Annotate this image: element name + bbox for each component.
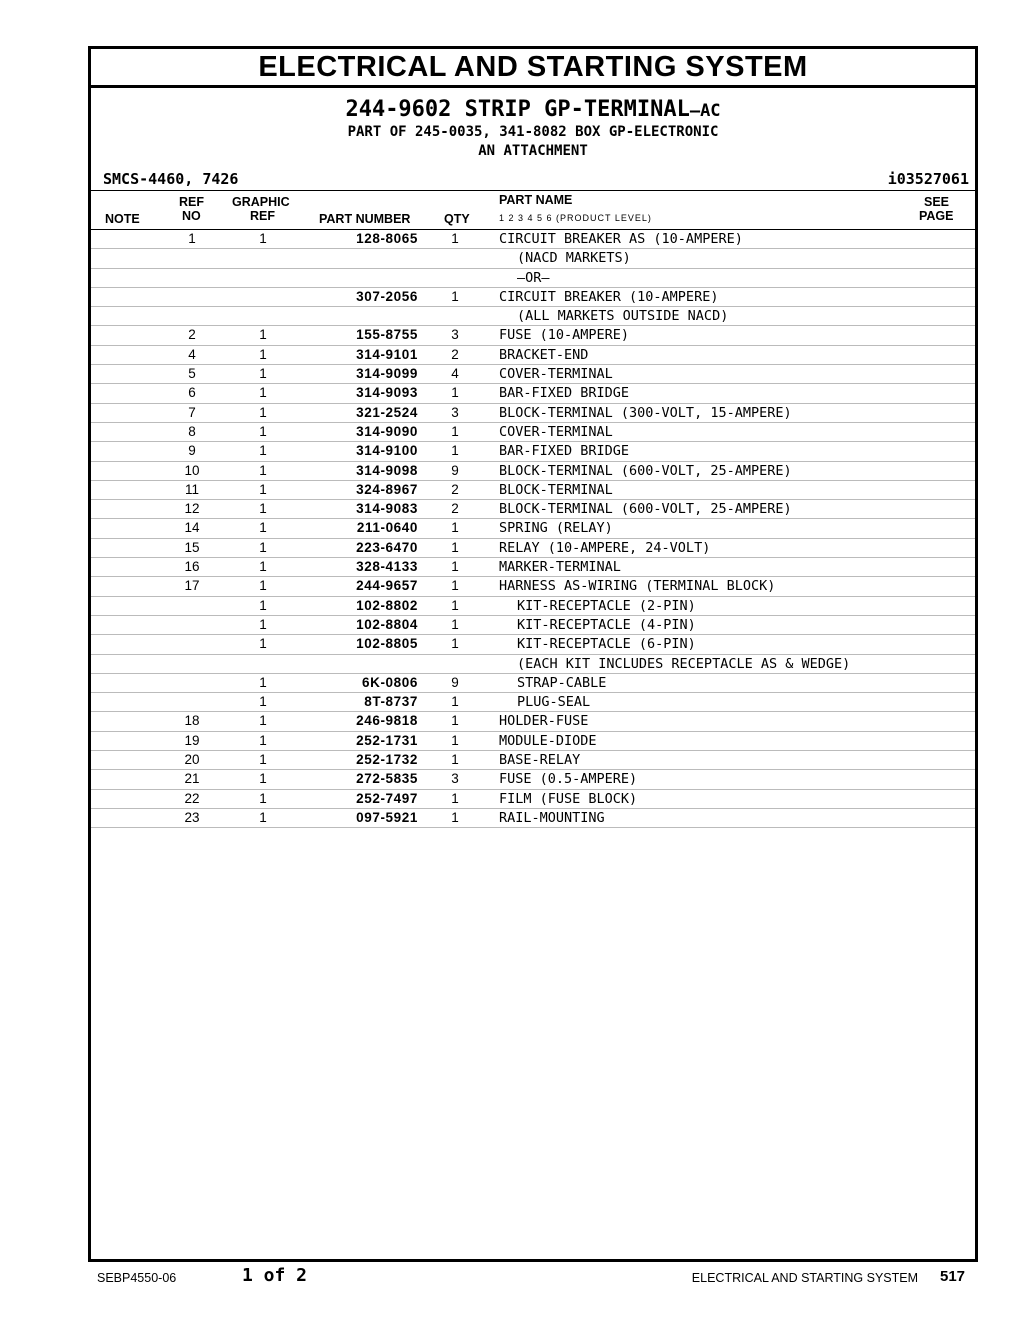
part-number: 102-8802 <box>356 597 418 613</box>
table-row <box>91 423 975 442</box>
ref-no: 16 <box>184 559 200 575</box>
quantity: 9 <box>451 462 459 478</box>
part-number: 6K-0806 <box>362 674 418 690</box>
quantity: 1 <box>451 790 459 806</box>
quantity: 2 <box>451 346 459 362</box>
ref-no: 9 <box>188 443 196 459</box>
part-name: COVER-TERMINAL <box>499 423 613 440</box>
quantity: 1 <box>451 694 459 710</box>
table-row <box>91 693 975 712</box>
quantity: 1 <box>451 385 459 401</box>
illustration-id: i03527061 <box>887 170 969 188</box>
table-row <box>91 809 975 828</box>
part-name: KIT-RECEPTACLE (4-PIN) <box>517 616 696 633</box>
ref-no: 8 <box>188 423 196 439</box>
part-name: KIT-RECEPTACLE (6-PIN) <box>517 636 696 653</box>
part-name: PLUG-SEAL <box>517 694 591 711</box>
part-number: 328-4133 <box>356 559 418 575</box>
table-row <box>91 326 975 345</box>
part-number: 314-9093 <box>356 385 418 401</box>
ref-no: 7 <box>188 404 196 420</box>
col-see-top: SEE <box>924 195 950 209</box>
table-row <box>91 616 975 635</box>
table-row <box>91 577 975 596</box>
part-number: 155-8755 <box>356 327 418 343</box>
part-name: RAIL-MOUNTING <box>499 809 605 826</box>
graphic-ref: 1 <box>259 713 267 729</box>
col-ref-top: REF <box>179 195 204 209</box>
ref-no: 2 <box>188 327 196 343</box>
part-number: 244-9657 <box>356 578 418 594</box>
part-number: 314-9100 <box>356 443 418 459</box>
quantity: 1 <box>451 713 459 729</box>
part-number: 324-8967 <box>356 481 418 497</box>
graphic-ref: 1 <box>259 732 267 748</box>
quantity: 3 <box>451 404 459 420</box>
part-name: HOLDER-FUSE <box>499 713 589 730</box>
graphic-ref: 1 <box>259 481 267 497</box>
quantity: 1 <box>451 732 459 748</box>
quantity: 3 <box>451 327 459 343</box>
part-name: BLOCK-TERMINAL (600-VOLT, 25-AMPERE) <box>499 462 792 479</box>
part-number: 211-0640 <box>356 520 418 536</box>
part-name: (ALL MARKETS OUTSIDE NACD) <box>517 308 729 325</box>
part-name: BRACKET-END <box>499 346 589 363</box>
smcs-code: SMCS-4460, 7426 <box>103 170 239 188</box>
part-number: 102-8805 <box>356 636 418 652</box>
part-name: BLOCK-TERMINAL (600-VOLT, 25-AMPERE) <box>499 501 792 518</box>
col-graphic-bottom: REF <box>250 209 275 223</box>
table-row <box>91 751 975 770</box>
part-name: RELAY (10-AMPERE, 24-VOLT) <box>499 539 711 556</box>
part-name: HARNESS AS-WIRING (TERMINAL BLOCK) <box>499 578 776 595</box>
graphic-ref: 1 <box>259 423 267 439</box>
graphic-ref: 1 <box>259 231 267 246</box>
quantity: 2 <box>451 481 459 497</box>
table-row <box>91 770 975 789</box>
part-number: 307-2056 <box>356 288 418 304</box>
part-name: (EACH KIT INCLUDES RECEPTACLE AS & WEDGE) <box>517 655 851 672</box>
quantity: 4 <box>451 366 459 382</box>
part-number: 246-9818 <box>356 713 418 729</box>
part-name: KIT-RECEPTACLE (2-PIN) <box>517 597 696 614</box>
graphic-ref: 1 <box>259 809 267 825</box>
ref-no: 21 <box>184 771 200 787</box>
graphic-ref: 1 <box>259 674 267 690</box>
part-group-title-suffix: —AC <box>689 101 721 121</box>
table-row <box>91 404 975 423</box>
page-frame <box>88 46 978 1262</box>
quantity: 1 <box>451 423 459 439</box>
part-name: MARKER-TERMINAL <box>499 559 621 576</box>
part-name: FILM (FUSE BLOCK) <box>499 790 638 807</box>
part-number: 252-7497 <box>356 790 418 806</box>
table-row <box>91 442 975 461</box>
graphic-ref: 1 <box>259 752 267 768</box>
quantity: 1 <box>451 636 459 652</box>
part-name: BLOCK-TERMINAL <box>499 481 613 498</box>
table-row <box>91 500 975 519</box>
ref-no: 12 <box>184 501 200 517</box>
table-row <box>91 712 975 731</box>
table-row <box>91 462 975 481</box>
footer-section: ELECTRICAL AND STARTING SYSTEM <box>691 1271 918 1285</box>
part-number: 252-1732 <box>356 752 418 768</box>
part-name: FUSE (10-AMPERE) <box>499 327 630 344</box>
graphic-ref: 1 <box>259 790 267 806</box>
quantity: 1 <box>451 578 459 594</box>
graphic-ref: 1 <box>259 559 267 575</box>
graphic-ref: 1 <box>259 597 267 613</box>
part-number: 314-9090 <box>356 423 418 439</box>
graphic-ref: 1 <box>259 616 267 632</box>
col-product-level: 1 2 3 4 5 6 (PRODUCT LEVEL) <box>499 213 652 223</box>
table-row <box>91 674 975 693</box>
graphic-ref: 1 <box>259 539 267 555</box>
graphic-ref: 1 <box>259 443 267 459</box>
page-footer <box>0 1262 1020 1292</box>
quantity: 3 <box>451 771 459 787</box>
part-number: 097-5921 <box>356 809 418 825</box>
col-part-number: PART NUMBER <box>319 212 411 226</box>
part-group-title-main: 244-9602 STRIP GP-TERMINAL <box>345 97 690 122</box>
ref-no: 23 <box>184 809 200 825</box>
ref-no: 18 <box>184 713 200 729</box>
col-part-name: PART NAME <box>499 193 573 207</box>
part-name: CIRCUIT BREAKER AS (10-AMPERE) <box>499 231 743 247</box>
ref-no: 20 <box>184 752 200 768</box>
quantity: 1 <box>451 616 459 632</box>
quantity: 1 <box>451 597 459 613</box>
part-name: BAR-FIXED BRIDGE <box>499 385 630 402</box>
footer-page-number: 517 <box>940 1268 966 1285</box>
table-row <box>91 539 975 558</box>
graphic-ref: 1 <box>259 578 267 594</box>
part-number: 8T-8737 <box>364 694 418 710</box>
table-row <box>91 790 975 809</box>
table-row <box>91 597 975 616</box>
part-name: (NACD MARKETS) <box>517 250 631 267</box>
part-name: CIRCUIT BREAKER (10-AMPERE) <box>499 288 719 305</box>
part-name: BLOCK-TERMINAL (300-VOLT, 15-AMPERE) <box>499 404 792 421</box>
graphic-ref: 1 <box>259 366 267 382</box>
attachment-line: AN ATTACHMENT <box>478 143 588 159</box>
table-row <box>91 269 975 288</box>
part-name: MODULE-DIODE <box>499 732 597 749</box>
part-number: 314-9101 <box>356 346 418 362</box>
table-row <box>91 635 975 654</box>
part-name: —OR— <box>517 269 550 286</box>
col-see-bottom: PAGE <box>919 209 954 223</box>
quantity: 1 <box>451 288 459 304</box>
table-row <box>91 732 975 751</box>
quantity: 1 <box>451 752 459 768</box>
ref-no: 22 <box>184 790 200 806</box>
ref-no: 17 <box>184 578 200 594</box>
quantity: 9 <box>451 674 459 690</box>
part-name: SPRING (RELAY) <box>499 520 613 537</box>
part-number: 314-9083 <box>356 501 418 517</box>
footer-page-of: 1 of 2 <box>242 1265 308 1286</box>
col-graphic-top: GRAPHIC <box>232 195 290 209</box>
table-row <box>91 519 975 538</box>
ref-no: 19 <box>184 732 200 748</box>
graphic-ref: 1 <box>259 385 267 401</box>
table-row <box>91 655 975 674</box>
graphic-ref: 1 <box>259 327 267 343</box>
graphic-ref: 1 <box>259 520 267 536</box>
ref-no: 11 <box>184 481 199 497</box>
ref-no: 6 <box>188 385 196 401</box>
part-number: 102-8804 <box>356 616 418 632</box>
table-row <box>91 558 975 577</box>
part-number: 314-9099 <box>356 366 418 382</box>
quantity: 1 <box>451 559 459 575</box>
quantity: 1 <box>451 443 459 459</box>
footer-doc-id: SEBP4550-06 <box>97 1271 177 1285</box>
part-name: FUSE (0.5-AMPERE) <box>499 771 638 788</box>
quantity: 2 <box>451 501 459 517</box>
ref-no: 4 <box>188 346 196 362</box>
quantity: 1 <box>451 231 459 246</box>
col-note: NOTE <box>105 212 140 226</box>
part-name: STRAP-CABLE <box>517 674 607 691</box>
column-headers <box>91 190 975 230</box>
graphic-ref: 1 <box>259 462 267 478</box>
part-number: 272-5835 <box>356 771 418 787</box>
part-name: BAR-FIXED BRIDGE <box>499 443 630 460</box>
part-number: 321-2524 <box>356 404 418 420</box>
part-of-line: PART OF 245-0035, 341-8082 BOX GP-ELECTRONIC <box>347 124 719 140</box>
table-row <box>91 249 975 268</box>
graphic-ref: 1 <box>259 501 267 517</box>
part-number: 252-1731 <box>356 732 418 748</box>
smcs-line <box>91 168 975 190</box>
section-title: ELECTRICAL AND STARTING SYSTEM <box>91 49 975 88</box>
ref-no: 14 <box>184 520 200 536</box>
table-row <box>91 384 975 403</box>
part-number: 314-9098 <box>356 462 418 478</box>
ref-no: 10 <box>184 462 200 478</box>
table-row <box>91 365 975 384</box>
table-row <box>91 346 975 365</box>
ref-no: 5 <box>188 366 196 382</box>
quantity: 1 <box>451 809 459 825</box>
part-group-title <box>91 98 975 123</box>
graphic-ref: 1 <box>259 694 267 710</box>
graphic-ref: 1 <box>259 346 267 362</box>
ref-no: 15 <box>184 539 200 555</box>
table-row <box>91 230 975 249</box>
part-name: BASE-RELAY <box>499 752 581 769</box>
ref-no: 1 <box>188 231 196 246</box>
graphic-ref: 1 <box>259 636 267 652</box>
parts-table <box>91 230 975 828</box>
col-ref-bottom: NO <box>182 209 201 223</box>
part-number: 128-8065 <box>356 231 418 246</box>
part-name: COVER-TERMINAL <box>499 366 613 383</box>
table-row <box>91 481 975 500</box>
graphic-ref: 1 <box>259 404 267 420</box>
part-number: 223-6470 <box>356 539 418 555</box>
table-row <box>91 288 975 307</box>
table-row <box>91 307 975 326</box>
graphic-ref: 1 <box>259 771 267 787</box>
col-qty: QTY <box>444 212 470 226</box>
quantity: 1 <box>451 520 459 536</box>
quantity: 1 <box>451 539 459 555</box>
